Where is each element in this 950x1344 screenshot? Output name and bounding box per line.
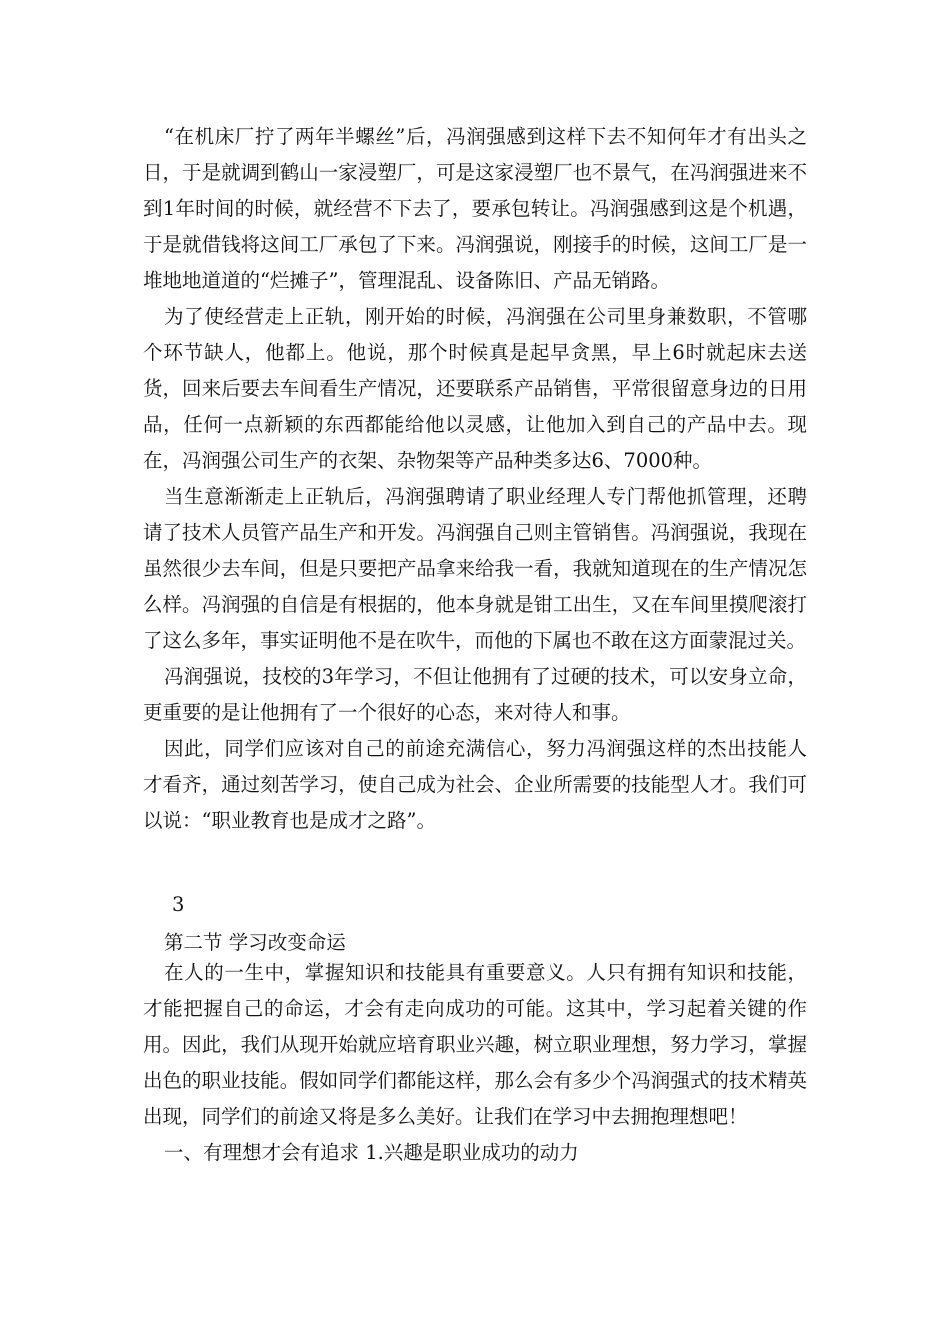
paragraph: 冯润强说，技校的3年学习，不但让他拥有了过硬的技术，可以安身立命，更重要的是让他拥有了一个很好的心态，来对待人和事。 bbox=[143, 665, 807, 724]
body-text-lower bbox=[143, 955, 807, 1171]
section-title: 第二节 学习改变命运 bbox=[164, 931, 346, 954]
paragraph: 因此，同学们应该对自己的前途充满信心，努力冯润强这样的杰出技能人才看齐，通过刻苦学习，使自己成为社会、企业所需要的技能型人才。我们可以说：“职业教育也是成才之路”。 bbox=[143, 737, 807, 832]
paragraph: 当生意渐渐走上正轨后，冯润强聘请了职业经理人专门帮他抓管理，还聘请了技术人员管产品生产和开发。冯润强自己则主管销售。冯润强说，我现在虽然很少去车间，但是只要把产品拿来给我一看，我就知道现在的生产情况怎么样。冯润强的自信是有根据的，他本身就是钳工出生，又在车间里摸爬滚打了这么多年，事实证明他不是在吹牛，而他的下属也不敢在这方面蒙混过关。 bbox=[143, 485, 807, 652]
paragraph: “在机床厂拧了两年半螺丝”后，冯润强感到这样下去不知何年才有出头之日，于是就调到鹤山一家浸塑厂，可是这家浸塑厂也不景气，在冯润强进来不到1年时间的时候，就经营不下去了，要承包转让。冯润强感到这是个机遇，于是就借钱将这间工厂承包了下来。冯润强说，刚接手的时候，这间工厂是一堆地地道道的“烂摊子”，管理混乱、设备陈旧、产品无销路。 bbox=[143, 125, 807, 292]
subheading: 一、有理想才会有追求 1.兴趣是职业成功的动力 bbox=[164, 1141, 579, 1164]
paragraph: 在人的一生中，掌握知识和技能具有重要意义。人只有拥有知识和技能，才能把握自己的命运，才会有走向成功的可能。这其中，学习起着关键的作用。因此，我们从现开始就应培育职业兴趣，树立职业理想，努力学习，掌握出色的职业技能。假如同学们都能这样，那么会有多少个冯润强式的技术精英出现，同学们的前途又将是多么美好。让我们在学习中去拥抱理想吧！ bbox=[143, 961, 807, 1128]
body-text-upper bbox=[143, 119, 807, 839]
paragraph: 为了使经营走上正轨，刚开始的时候，冯润强在公司里身兼数职，不管哪个环节缺人，他都上。他说，那个时候真是起早贪黑，早上6时就起床去送货，回来后要去车间看生产情况，还要联系产品销售，平常很留意身边的日用品，任何一点新颖的东西都能给他以灵感，让他加入到自己的产品中去。现在，冯润强公司生产的衣架、杂物架等产品种类多达6、7000种。 bbox=[143, 305, 807, 472]
page-number: 3 bbox=[172, 893, 185, 916]
